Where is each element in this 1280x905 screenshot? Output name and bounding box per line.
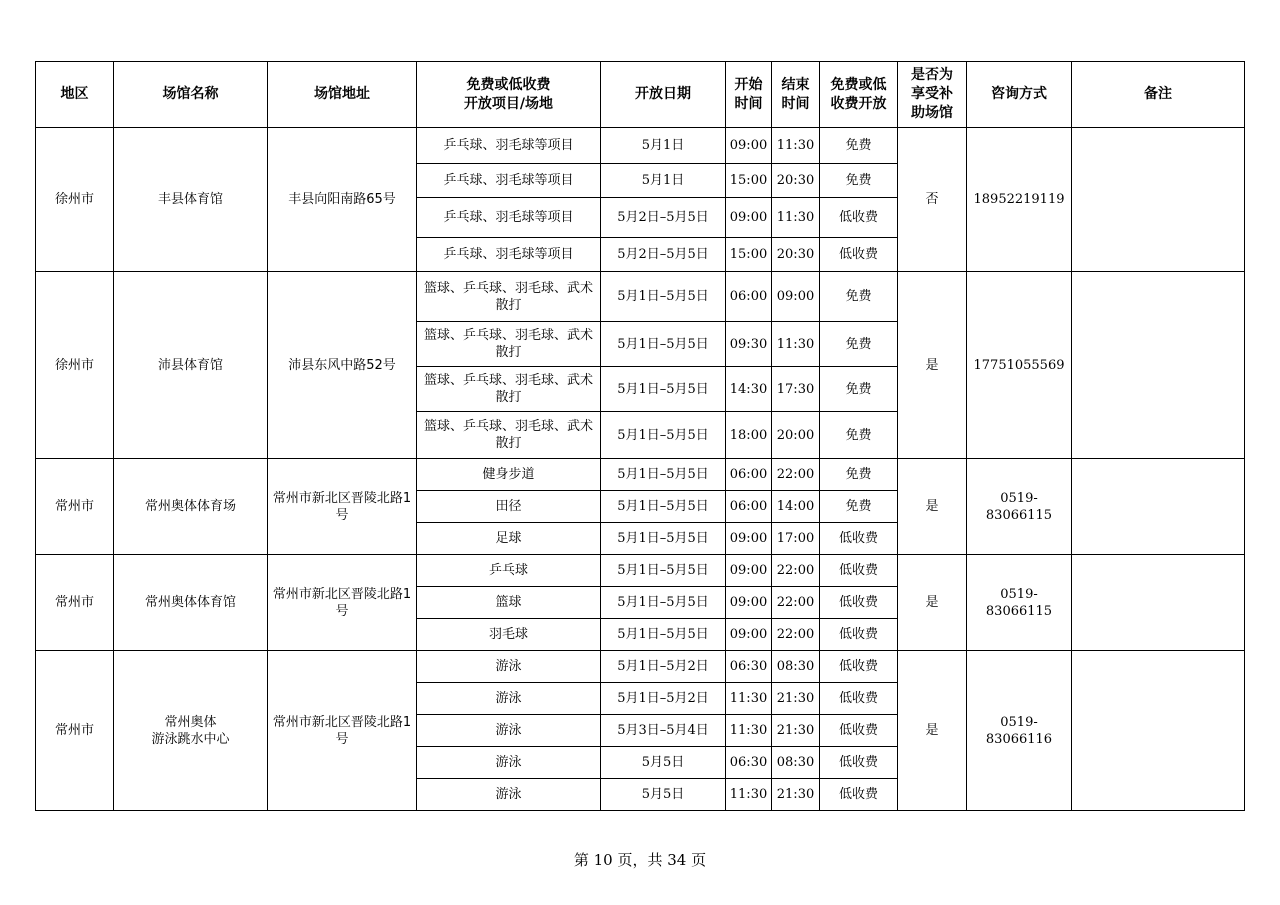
venue-cell: 常州奥体体育馆 xyxy=(114,555,268,651)
project-cell: 篮球、乒乓球、羽毛球、武术散打 xyxy=(417,322,601,367)
date-cell: 5月2日–5月5日 xyxy=(601,198,726,238)
date-cell: 5月5日 xyxy=(601,779,726,811)
end-time-cell: 11:30 xyxy=(772,128,820,164)
venue-cell: 沛县体育馆 xyxy=(114,272,268,459)
date-cell: 5月1日–5月5日 xyxy=(601,555,726,587)
end-time-cell: 22:00 xyxy=(772,459,820,491)
start-time-cell: 09:00 xyxy=(726,523,772,555)
project-cell: 乒乓球、羽毛球等项目 xyxy=(417,128,601,164)
contact-cell: 0519-83066115 xyxy=(967,459,1072,555)
note-cell xyxy=(1072,128,1245,272)
fee-cell: 低收费 xyxy=(820,779,898,811)
fee-cell: 免费 xyxy=(820,491,898,523)
fee-cell: 低收费 xyxy=(820,198,898,238)
fee-cell: 免费 xyxy=(820,322,898,367)
project-cell: 乒乓球、羽毛球等项目 xyxy=(417,164,601,198)
contact-cell: 0519-83066115 xyxy=(967,555,1072,651)
end-time-cell: 20:00 xyxy=(772,412,820,459)
end-time-cell: 21:30 xyxy=(772,779,820,811)
date-cell: 5月1日 xyxy=(601,164,726,198)
venue-table xyxy=(35,61,1245,811)
header-address: 场馆地址 xyxy=(268,62,417,128)
date-cell: 5月1日–5月5日 xyxy=(601,322,726,367)
date-cell: 5月1日–5月5日 xyxy=(601,459,726,491)
end-time-cell: 09:00 xyxy=(772,272,820,322)
project-cell: 游泳 xyxy=(417,747,601,779)
table-row xyxy=(36,459,1245,491)
end-time-cell: 14:00 xyxy=(772,491,820,523)
address-cell: 常州市新北区晋陵北路1号 xyxy=(268,555,417,651)
header-end-time xyxy=(772,62,820,128)
project-cell: 篮球、乒乓球、羽毛球、武术散打 xyxy=(417,367,601,412)
fee-cell: 低收费 xyxy=(820,619,898,651)
note-cell xyxy=(1072,272,1245,459)
header-subsidy-line2: 享受补 xyxy=(911,86,953,102)
region-cell: 徐州市 xyxy=(36,128,114,272)
header-end-line2: 时间 xyxy=(781,95,810,112)
header-row xyxy=(36,62,1245,128)
fee-cell: 免费 xyxy=(820,459,898,491)
start-time-cell: 11:30 xyxy=(726,715,772,747)
date-cell: 5月1日–5月5日 xyxy=(601,367,726,412)
venue-cell: 丰县体育馆 xyxy=(114,128,268,272)
start-time-cell: 15:00 xyxy=(726,164,772,198)
project-cell: 游泳 xyxy=(417,683,601,715)
note-cell xyxy=(1072,459,1245,555)
date-cell: 5月1日 xyxy=(601,128,726,164)
date-cell: 5月5日 xyxy=(601,747,726,779)
table-row xyxy=(36,555,1245,587)
venue-line2: 游泳跳水中心 xyxy=(151,731,230,747)
start-time-cell: 09:00 xyxy=(726,587,772,619)
address-cell: 沛县东风中路52号 xyxy=(268,272,417,459)
fee-cell: 低收费 xyxy=(820,651,898,683)
date-cell: 5月1日–5月5日 xyxy=(601,619,726,651)
end-time-cell: 17:00 xyxy=(772,523,820,555)
fee-cell: 免费 xyxy=(820,164,898,198)
header-note: 备注 xyxy=(1072,62,1245,128)
end-time-cell: 21:30 xyxy=(772,683,820,715)
header-fee-line2: 收费开放 xyxy=(830,95,887,112)
region-cell: 徐州市 xyxy=(36,272,114,459)
header-subsidy-line3: 助场馆 xyxy=(911,105,953,121)
start-time-cell: 09:00 xyxy=(726,198,772,238)
end-time-cell: 21:30 xyxy=(772,715,820,747)
end-time-cell: 17:30 xyxy=(772,367,820,412)
project-cell: 羽毛球 xyxy=(417,619,601,651)
table-row xyxy=(36,272,1245,322)
project-cell: 乒乓球、羽毛球等项目 xyxy=(417,198,601,238)
date-cell: 5月1日–5月5日 xyxy=(601,491,726,523)
page-footer: 第 10 页，共 34 页 xyxy=(573,851,707,869)
header-start-line1: 开始 xyxy=(734,76,763,93)
start-time-cell: 09:00 xyxy=(726,619,772,651)
venue-line1: 常州奥体 xyxy=(164,714,217,730)
header-project-line1: 免费或低收费 xyxy=(466,76,551,93)
start-time-cell: 14:30 xyxy=(726,367,772,412)
header-project-line2: 开放项目/场地 xyxy=(463,95,554,112)
date-cell: 5月3日–5月4日 xyxy=(601,715,726,747)
date-cell: 5月1日–5月5日 xyxy=(601,272,726,322)
project-cell: 篮球、乒乓球、羽毛球、武术散打 xyxy=(417,272,601,322)
fee-cell: 低收费 xyxy=(820,715,898,747)
start-time-cell: 11:30 xyxy=(726,683,772,715)
subsidy-cell: 否 xyxy=(898,128,967,272)
table-row xyxy=(36,651,1245,683)
project-cell: 游泳 xyxy=(417,779,601,811)
project-cell: 足球 xyxy=(417,523,601,555)
contact-cell: 18952219119 xyxy=(967,128,1072,272)
region-cell: 常州市 xyxy=(36,555,114,651)
address-cell: 丰县向阳南路65号 xyxy=(268,128,417,272)
fee-cell: 低收费 xyxy=(820,555,898,587)
end-time-cell: 20:30 xyxy=(772,164,820,198)
end-time-cell: 22:00 xyxy=(772,619,820,651)
region-cell: 常州市 xyxy=(36,459,114,555)
project-cell: 田径 xyxy=(417,491,601,523)
subsidy-cell: 是 xyxy=(898,272,967,459)
project-cell: 乒乓球 xyxy=(417,555,601,587)
subsidy-cell: 是 xyxy=(898,651,967,811)
fee-cell: 免费 xyxy=(820,272,898,322)
header-fee xyxy=(820,62,898,128)
end-time-cell: 08:30 xyxy=(772,747,820,779)
start-time-cell: 09:00 xyxy=(726,555,772,587)
region-cell: 常州市 xyxy=(36,651,114,811)
project-cell: 乒乓球、羽毛球等项目 xyxy=(417,238,601,272)
start-time-cell: 09:00 xyxy=(726,128,772,164)
note-cell xyxy=(1072,651,1245,811)
project-cell: 篮球、乒乓球、羽毛球、武术散打 xyxy=(417,412,601,459)
start-time-cell: 06:00 xyxy=(726,491,772,523)
start-time-cell: 11:30 xyxy=(726,779,772,811)
contact-cell: 17751055569 xyxy=(967,272,1072,459)
fee-cell: 低收费 xyxy=(820,683,898,715)
start-time-cell: 15:00 xyxy=(726,238,772,272)
start-time-cell: 06:00 xyxy=(726,272,772,322)
end-time-cell: 22:00 xyxy=(772,555,820,587)
fee-cell: 免费 xyxy=(820,128,898,164)
header-project xyxy=(417,62,601,128)
start-time-cell: 18:00 xyxy=(726,412,772,459)
project-cell: 篮球 xyxy=(417,587,601,619)
subsidy-cell: 是 xyxy=(898,555,967,651)
end-time-cell: 20:30 xyxy=(772,238,820,272)
start-time-cell: 06:30 xyxy=(726,651,772,683)
header-date: 开放日期 xyxy=(601,62,726,128)
header-fee-line1: 免费或低 xyxy=(830,76,887,93)
subsidy-cell: 是 xyxy=(898,459,967,555)
fee-cell: 低收费 xyxy=(820,747,898,779)
fee-cell: 低收费 xyxy=(820,238,898,272)
date-cell: 5月2日–5月5日 xyxy=(601,238,726,272)
end-time-cell: 08:30 xyxy=(772,651,820,683)
fee-cell: 低收费 xyxy=(820,587,898,619)
header-end-line1: 结束 xyxy=(781,76,810,93)
table-row xyxy=(36,128,1245,164)
fee-cell: 免费 xyxy=(820,412,898,459)
venue-cell: 常州奥体体育场 xyxy=(114,459,268,555)
start-time-cell: 06:30 xyxy=(726,747,772,779)
header-region: 地区 xyxy=(36,62,114,128)
date-cell: 5月1日–5月2日 xyxy=(601,651,726,683)
header-start-line2: 时间 xyxy=(734,95,763,112)
header-contact: 咨询方式 xyxy=(967,62,1072,128)
note-cell xyxy=(1072,555,1245,651)
header-subsidy-line1: 是否为 xyxy=(911,67,953,83)
fee-cell: 免费 xyxy=(820,367,898,412)
start-time-cell: 09:30 xyxy=(726,322,772,367)
fee-cell: 低收费 xyxy=(820,523,898,555)
address-cell: 常州市新北区晋陵北路1号 xyxy=(268,459,417,555)
date-cell: 5月1日–5月5日 xyxy=(601,523,726,555)
project-cell: 游泳 xyxy=(417,715,601,747)
end-time-cell: 11:30 xyxy=(772,322,820,367)
header-venue: 场馆名称 xyxy=(114,62,268,128)
end-time-cell: 22:00 xyxy=(772,587,820,619)
address-cell: 常州市新北区晋陵北路1号 xyxy=(268,651,417,811)
venue-cell xyxy=(114,651,268,811)
header-start-time xyxy=(726,62,772,128)
project-cell: 游泳 xyxy=(417,651,601,683)
start-time-cell: 06:00 xyxy=(726,459,772,491)
contact-cell: 0519-83066116 xyxy=(967,651,1072,811)
header-subsidy xyxy=(898,62,967,128)
date-cell: 5月1日–5月2日 xyxy=(601,683,726,715)
project-cell: 健身步道 xyxy=(417,459,601,491)
date-cell: 5月1日–5月5日 xyxy=(601,412,726,459)
end-time-cell: 11:30 xyxy=(772,198,820,238)
date-cell: 5月1日–5月5日 xyxy=(601,587,726,619)
